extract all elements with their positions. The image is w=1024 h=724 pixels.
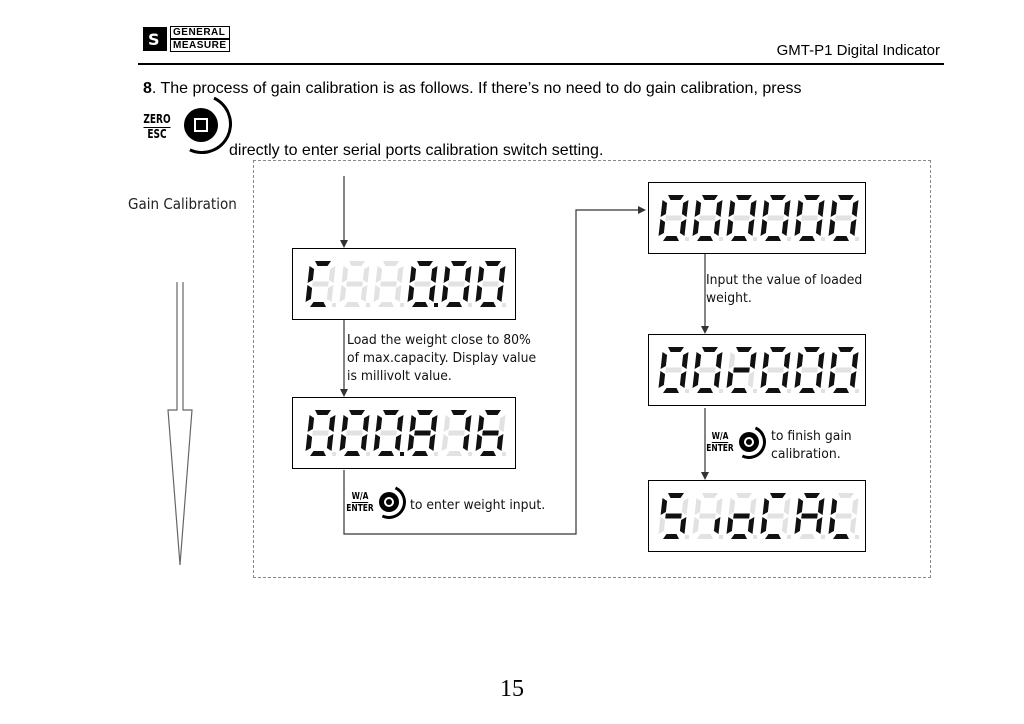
gain-calibration-label: Gain Calibration xyxy=(128,195,237,213)
lcd-segment xyxy=(697,534,713,539)
lcd-decimal-point xyxy=(366,303,370,307)
lcd-segment xyxy=(478,415,485,432)
lcd-segment xyxy=(852,498,859,515)
lcd-segment xyxy=(344,451,360,456)
lcd-segment xyxy=(346,282,363,287)
lcd-segment xyxy=(831,352,838,369)
lcd-segment xyxy=(482,282,499,287)
lcd-segment xyxy=(312,282,329,287)
enter-key-top-label: W/A xyxy=(711,430,729,442)
lcd-segment xyxy=(804,347,820,352)
lcd-segment xyxy=(716,352,723,369)
logo-line-1: GENERAL xyxy=(170,26,230,39)
lcd-segment xyxy=(663,388,679,393)
lcd-segment xyxy=(397,266,404,283)
lcd-segment xyxy=(838,347,854,352)
lcd-segment xyxy=(463,285,470,302)
lcd-segment xyxy=(801,216,818,221)
enter-key-bottom-label: ENTER xyxy=(706,442,734,454)
lcd-decimal-point xyxy=(855,237,859,241)
lcd-decimal-point xyxy=(502,303,506,307)
note-finish-calibration xyxy=(771,427,852,463)
lcd-decimal-point xyxy=(685,237,689,241)
lcd-decimal-point xyxy=(332,452,336,456)
lcd-segment xyxy=(465,415,472,432)
lcd-segment xyxy=(765,388,781,393)
lcd-segment xyxy=(695,352,702,369)
lcd-segment xyxy=(699,514,716,519)
lcd-segment xyxy=(729,498,736,515)
lcd-segment xyxy=(816,371,823,388)
lcd-segment xyxy=(731,388,747,393)
lcd-decimal-point xyxy=(434,303,438,307)
step-number: 8 xyxy=(143,80,152,97)
lcd-segment xyxy=(361,285,368,302)
lcd-segment xyxy=(702,493,718,498)
lcd-segment xyxy=(761,517,768,534)
enter-key-bottom-label: ENTER xyxy=(346,502,374,514)
lcd-decimal-point xyxy=(753,389,757,393)
lcd-segment xyxy=(497,285,504,302)
lcd-segment xyxy=(663,236,679,241)
lcd-segment xyxy=(702,347,718,352)
lcd-segment xyxy=(408,434,415,451)
lcd-segment xyxy=(414,282,431,287)
lcd-decimal-point xyxy=(821,237,825,241)
lcd-decimal-point xyxy=(787,237,791,241)
lcd-segment xyxy=(442,285,449,302)
note-line: is millivolt value. xyxy=(347,368,452,384)
note-line: weight. xyxy=(706,290,752,306)
lcd-segment xyxy=(451,410,467,415)
display-zeros xyxy=(648,182,866,254)
lcd-segment xyxy=(736,347,752,352)
step-text: . The process of gain calibration is as follows. If there’s no need to do gain calibration, press xyxy=(151,80,802,97)
display-digits xyxy=(652,485,862,547)
lcd-segment xyxy=(378,302,394,307)
lcd-segment xyxy=(476,434,483,451)
display-digits xyxy=(652,339,862,401)
note-line: Input the value of loaded xyxy=(706,272,863,288)
lcd-segment xyxy=(829,371,836,388)
lcd-segment xyxy=(850,371,857,388)
lcd-segment xyxy=(431,266,438,283)
enter-key-top-label: W/A xyxy=(351,490,369,502)
wa-enter-key-icon xyxy=(348,484,406,520)
lcd-segment xyxy=(444,266,451,283)
lcd-decimal-point xyxy=(366,452,370,456)
lcd-segment xyxy=(731,534,747,539)
lcd-segment xyxy=(410,266,417,283)
lcd-segment xyxy=(852,352,859,369)
lcd-segment xyxy=(797,352,804,369)
lcd-segment xyxy=(665,368,682,373)
lcd-segment xyxy=(729,200,736,217)
lcd-segment xyxy=(748,371,755,388)
lcd-segment xyxy=(312,431,329,436)
lcd-segment xyxy=(410,415,417,432)
lcd-segment xyxy=(310,302,326,307)
lcd-decimal-point xyxy=(332,303,336,307)
lcd-segment xyxy=(327,434,334,451)
lcd-segment xyxy=(378,451,394,456)
lcd-segment xyxy=(665,216,682,221)
lcd-segment xyxy=(795,517,802,534)
lcd-segment xyxy=(340,434,347,451)
lcd-segment xyxy=(344,302,360,307)
logo-line-2: MEASURE xyxy=(170,39,230,52)
lcd-segment xyxy=(829,517,836,534)
lcd-segment xyxy=(485,410,501,415)
lcd-segment xyxy=(731,236,747,241)
lcd-segment xyxy=(499,266,506,283)
lcd-segment xyxy=(850,517,857,534)
lcd-segment xyxy=(463,434,470,451)
lcd-segment xyxy=(429,285,436,302)
lcd-segment xyxy=(770,195,786,200)
lcd-segment xyxy=(782,517,789,534)
lcd-segment xyxy=(308,266,315,283)
lcd-segment xyxy=(448,282,465,287)
lcd-segment xyxy=(374,285,381,302)
lcd-segment xyxy=(782,371,789,388)
lcd-segment xyxy=(699,368,716,373)
lcd-segment xyxy=(801,368,818,373)
lcd-segment xyxy=(417,410,433,415)
lcd-segment xyxy=(329,266,336,283)
lcd-decimal-point xyxy=(855,389,859,393)
note-enter-weight: to enter weight input. xyxy=(410,497,546,513)
lcd-segment xyxy=(315,261,331,266)
lcd-segment xyxy=(446,302,462,307)
lcd-segment xyxy=(693,219,700,236)
lcd-segment xyxy=(770,493,786,498)
lcd-segment xyxy=(833,388,849,393)
lcd-segment xyxy=(801,514,818,519)
lcd-segment xyxy=(838,195,854,200)
lcd-segment xyxy=(417,261,433,266)
lcd-segment xyxy=(680,517,687,534)
lcd-segment xyxy=(714,371,721,388)
lcd-segment xyxy=(818,352,825,369)
lcd-decimal-point xyxy=(468,452,472,456)
wa-enter-key-icon xyxy=(708,424,766,460)
lcd-segment xyxy=(750,352,757,369)
lcd-segment xyxy=(835,514,852,519)
note-input-weight xyxy=(706,271,862,307)
logo-mark-letter: S xyxy=(148,30,160,49)
lcd-decimal-point xyxy=(685,535,689,539)
lcd-segment xyxy=(480,451,496,456)
lcd-segment xyxy=(714,219,721,236)
lcd-segment xyxy=(444,415,451,432)
lcd-segment xyxy=(697,388,713,393)
lcd-decimal-point xyxy=(434,452,438,456)
note-line: calibration. xyxy=(771,446,841,462)
display-digits xyxy=(299,253,509,315)
lcd-segment xyxy=(431,415,438,432)
lcd-segment xyxy=(451,261,467,266)
document-title: GMT-P1 Digital Indicator xyxy=(776,42,940,59)
lcd-segment xyxy=(702,195,718,200)
lcd-segment xyxy=(784,200,791,217)
lcd-segment xyxy=(763,498,770,515)
lcd-segment xyxy=(797,498,804,515)
lcd-segment xyxy=(733,368,750,373)
lcd-segment xyxy=(852,200,859,217)
note-line: to finish gain xyxy=(771,428,852,444)
lcd-segment xyxy=(408,285,415,302)
lcd-decimal-point xyxy=(400,452,404,456)
lcd-segment xyxy=(480,302,496,307)
lcd-segment xyxy=(782,219,789,236)
lcd-decimal-point xyxy=(787,389,791,393)
lcd-segment xyxy=(349,410,365,415)
lcd-decimal-point xyxy=(753,535,757,539)
lcd-segment xyxy=(376,266,383,283)
lcd-segment xyxy=(397,415,404,432)
lcd-segment xyxy=(693,517,700,534)
lcd-segment xyxy=(329,415,336,432)
lcd-segment xyxy=(697,236,713,241)
lcd-segment xyxy=(465,266,472,283)
lcd-segment xyxy=(342,415,349,432)
lcd-segment xyxy=(767,514,784,519)
lcd-segment xyxy=(661,352,668,369)
lcd-segment xyxy=(750,498,757,515)
note-line: Load the weight close to 80% xyxy=(347,332,531,348)
lcd-segment xyxy=(835,216,852,221)
lcd-segment xyxy=(750,200,757,217)
lcd-segment xyxy=(349,261,365,266)
lcd-segment xyxy=(727,517,734,534)
lcd-segment xyxy=(659,219,666,236)
lcd-segment xyxy=(442,434,449,451)
lcd-segment xyxy=(380,431,397,436)
lcd-segment xyxy=(770,347,786,352)
lcd-decimal-point xyxy=(719,535,723,539)
lcd-segment xyxy=(799,388,815,393)
lcd-segment xyxy=(668,195,684,200)
lcd-segment xyxy=(763,352,770,369)
lcd-segment xyxy=(680,219,687,236)
display-weight-value xyxy=(648,334,866,406)
lcd-segment xyxy=(346,431,363,436)
lcd-segment xyxy=(838,493,854,498)
lcd-segment xyxy=(767,216,784,221)
lcd-decimal-point xyxy=(821,389,825,393)
lcd-segment xyxy=(716,498,723,515)
display-digits xyxy=(299,402,509,464)
display-c-zero xyxy=(292,248,516,320)
lcd-segment xyxy=(482,431,499,436)
lcd-segment xyxy=(380,282,397,287)
lcd-segment xyxy=(395,434,402,451)
lcd-segment xyxy=(831,498,838,515)
lcd-segment xyxy=(412,451,428,456)
lcd-segment xyxy=(799,534,815,539)
lcd-segment xyxy=(361,434,368,451)
lcd-decimal-point xyxy=(753,237,757,241)
lcd-segment xyxy=(761,219,768,236)
lcd-segment xyxy=(661,498,668,515)
lcd-segment xyxy=(797,200,804,217)
lcd-segment xyxy=(835,368,852,373)
lcd-segment xyxy=(831,200,838,217)
lcd-segment xyxy=(363,266,370,283)
lcd-segment xyxy=(818,498,825,515)
lcd-segment xyxy=(765,236,781,241)
lcd-segment xyxy=(699,216,716,221)
lcd-segment xyxy=(714,517,721,534)
zero-key-bottom-label: ESC xyxy=(147,126,167,141)
lcd-segment xyxy=(733,514,750,519)
lcd-segment xyxy=(716,200,723,217)
lcd-segment xyxy=(795,219,802,236)
lcd-segment xyxy=(795,371,802,388)
lcd-segment xyxy=(659,517,666,534)
lcd-segment xyxy=(682,352,689,369)
lcd-segment xyxy=(733,216,750,221)
lcd-segment xyxy=(308,415,315,432)
lcd-segment xyxy=(376,415,383,432)
lcd-segment xyxy=(363,415,370,432)
lcd-decimal-point xyxy=(787,535,791,539)
lcd-segment xyxy=(816,219,823,236)
lcd-segment xyxy=(763,200,770,217)
lcd-decimal-point xyxy=(400,303,404,307)
lcd-segment xyxy=(315,410,331,415)
lcd-decimal-point xyxy=(719,389,723,393)
lcd-segment xyxy=(850,219,857,236)
lcd-segment xyxy=(682,200,689,217)
lcd-segment xyxy=(478,266,485,283)
lcd-segment xyxy=(429,434,436,451)
lcd-segment xyxy=(804,493,820,498)
lcd-decimal-point xyxy=(468,303,472,307)
lcd-segment xyxy=(729,352,736,369)
lcd-segment xyxy=(412,302,428,307)
lcd-segment xyxy=(327,285,334,302)
lcd-segment xyxy=(395,285,402,302)
zero-key-top-label: ZERO xyxy=(143,112,171,127)
lcd-segment xyxy=(383,261,399,266)
lcd-segment xyxy=(663,534,679,539)
lcd-segment xyxy=(383,410,399,415)
lcd-segment xyxy=(818,200,825,217)
lcd-segment xyxy=(668,493,684,498)
lcd-segment xyxy=(833,236,849,241)
lcd-segment xyxy=(661,200,668,217)
lcd-segment xyxy=(306,285,313,302)
lcd-segment xyxy=(499,415,506,432)
lcd-segment xyxy=(448,431,465,436)
lcd-decimal-point xyxy=(855,535,859,539)
lcd-segment xyxy=(665,514,682,519)
lcd-segment xyxy=(829,219,836,236)
lcd-segment xyxy=(695,200,702,217)
lcd-segment xyxy=(374,434,381,451)
lcd-segment xyxy=(695,498,702,515)
lcd-segment xyxy=(748,517,755,534)
lcd-segment xyxy=(476,285,483,302)
lcd-segment xyxy=(306,434,313,451)
lcd-segment xyxy=(748,219,755,236)
lcd-segment xyxy=(693,371,700,388)
lcd-decimal-point xyxy=(719,237,723,241)
lcd-segment xyxy=(784,498,791,515)
lcd-decimal-point xyxy=(502,452,506,456)
lcd-segment xyxy=(340,285,347,302)
lcd-segment xyxy=(765,534,781,539)
lcd-segment xyxy=(761,371,768,388)
lcd-segment xyxy=(784,352,791,369)
lcd-segment xyxy=(414,431,431,436)
lcd-segment xyxy=(446,451,462,456)
step-paragraph-continued: directly to enter serial ports calibration switch setting. xyxy=(229,142,604,159)
lcd-segment xyxy=(736,493,752,498)
lcd-segment xyxy=(497,434,504,451)
note-line: of max.capacity. Display value xyxy=(347,350,537,366)
lcd-segment xyxy=(659,371,666,388)
page-number: 15 xyxy=(500,676,524,702)
lcd-segment xyxy=(342,266,349,283)
lcd-segment xyxy=(799,236,815,241)
lcd-segment xyxy=(727,219,734,236)
lcd-segment xyxy=(833,534,849,539)
note-load-weight xyxy=(347,331,536,385)
lcd-segment xyxy=(816,517,823,534)
lcd-decimal-point xyxy=(685,389,689,393)
display-sio-cal xyxy=(648,480,866,552)
lcd-segment xyxy=(682,498,689,515)
lcd-segment xyxy=(804,195,820,200)
lcd-segment xyxy=(680,371,687,388)
display-millivolt xyxy=(292,397,516,469)
lcd-segment xyxy=(668,347,684,352)
lcd-segment xyxy=(767,368,784,373)
lcd-segment xyxy=(727,371,734,388)
display-digits xyxy=(652,187,862,249)
lcd-segment xyxy=(310,451,326,456)
lcd-decimal-point xyxy=(821,535,825,539)
lcd-segment xyxy=(736,195,752,200)
lcd-segment xyxy=(485,261,501,266)
